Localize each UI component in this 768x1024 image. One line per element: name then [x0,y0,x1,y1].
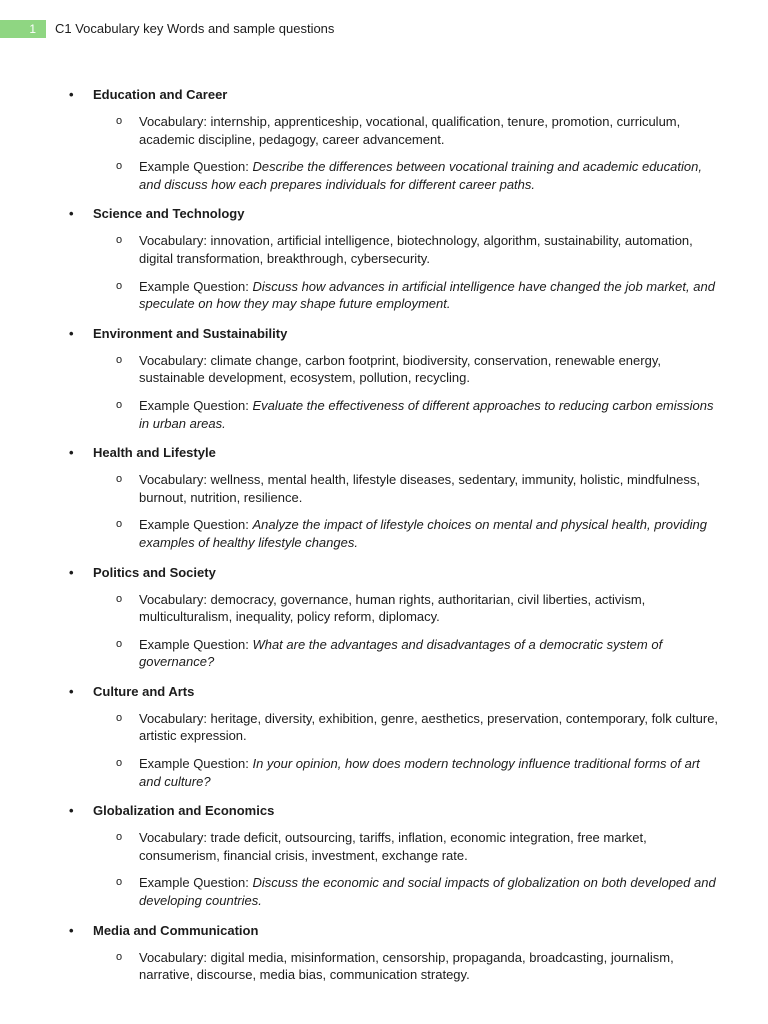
vocabulary-label: Vocabulary: [139,830,211,846]
topic-heading [0,442,768,471]
vocabulary-item [0,949,768,994]
vocabulary-text: innovation, artificial intelligence, biotechnology, algorithm, sustainability, automation, digital transformation, breakthrough, cybersecurity. [139,233,693,266]
bullet-icon: • [69,564,74,580]
example-question-item [0,397,768,442]
circle-bullet-icon: o [116,279,123,292]
page-number: 1 [0,20,46,38]
circle-bullet-icon: o [116,353,123,366]
vocabulary-text: wellness, mental health, lifestyle diseases, sedentary, immunity, holistic, mindfulness, burnout, nutrition, resilience. [139,472,700,505]
topic-heading [0,920,768,949]
bullet-icon: • [69,683,74,699]
example-question-text: Discuss how advances in artificial intelligence have changed the job market, and speculate on how they may shape future employment. [139,278,715,312]
circle-bullet-icon: o [116,115,123,127]
topic-heading [0,681,768,710]
example-question-item [0,278,768,323]
topic-details [0,113,768,203]
circle-bullet-icon: o [116,234,123,247]
circle-bullet-icon: o [116,711,123,724]
circle-bullet-icon: o [116,831,123,844]
topic-details [0,591,768,681]
example-question-text: Describe the differences between vocational training and academic education, and discuss how each prepares individuals for different career paths. [139,159,702,192]
vocabulary-text: trade deficit, outsourcing, tariffs, inflation, economic integration, free market, consumerism, financial crisis, investment, exchange rate. [139,830,647,863]
circle-bullet-icon: o [116,518,123,531]
vocabulary-item [0,352,768,397]
bullet-icon: • [69,922,74,938]
example-question-item [0,636,768,681]
example-question-label: Example Question: [139,159,253,175]
topic-item [0,800,768,919]
example-question-label: Example Question: [139,517,253,533]
example-question-text: Evaluate the effectiveness of different approaches to reducing carbon emissions in urban areas. [139,397,714,431]
vocabulary-text: democracy, governance, human rights, authoritarian, civil liberties, activism, multiculturalism, inequality, policy reform, diplomacy. [139,591,646,625]
bullet-icon: • [69,325,74,341]
example-question-text: Analyze the impact of lifestyle choices on mental and physical health, providing examples of healthy lifestyle changes. [139,517,707,550]
document-title: C1 Vocabulary key Words and sample questions [55,21,335,36]
topic-details [0,352,768,442]
vocabulary-label: Vocabulary: [139,472,211,488]
page-header [0,20,334,38]
topic-details [0,949,768,994]
example-question-text: Discuss the economic and social impacts of globalization on both developed and developing countries. [139,875,716,909]
circle-bullet-icon: o [116,160,123,173]
topic-heading-text: Globalization and Economics [93,803,275,819]
circle-bullet-icon: o [116,398,123,411]
example-question-item [0,755,768,800]
vocabulary-item [0,710,768,755]
circle-bullet-icon: o [116,473,123,486]
topic-heading-text: Politics and Society [93,564,216,580]
example-question-label: Example Question: [139,397,253,413]
example-question-item [0,516,768,561]
example-question-text: In your opinion, how does modern technology influence traditional forms of art and culture? [139,756,700,789]
circle-bullet-icon: o [116,637,123,650]
topic-item [0,562,768,681]
topic-heading-text: Science and Technology [93,206,245,222]
topic-details [0,829,768,919]
topic-heading-text: Education and Career [93,87,228,102]
bullet-icon: • [69,445,74,461]
topic-heading-text: Media and Communication [93,922,259,938]
example-question-item [0,874,768,919]
topic-heading-text: Health and Lifestyle [93,445,216,461]
topic-details [0,710,768,800]
topic-details [0,232,768,322]
topic-heading-text: Environment and Sustainability [93,325,288,341]
vocabulary-item [0,113,768,158]
topic-item [0,84,768,203]
example-question-label: Example Question: [139,756,253,772]
vocabulary-text: internship, apprenticeship, vocational, qualification, tenure, promotion, curriculum, academic discipline, pedagogy, career advancement. [139,114,681,147]
topic-item [0,323,768,442]
bullet-icon: • [69,803,74,819]
vocabulary-label: Vocabulary: [139,233,211,249]
vocabulary-label: Vocabulary: [139,949,211,965]
vocabulary-text: heritage, diversity, exhibition, genre, aesthetics, preservation, contemporary, folk culture, artistic expression. [139,710,719,744]
topic-item [0,442,768,561]
topic-item [0,920,768,994]
circle-bullet-icon: o [116,757,123,770]
vocabulary-text: climate change, carbon footprint, biodiversity, conservation, renewable energy, sustainable development, ecosystem, pollution, recycling. [139,352,661,386]
vocabulary-item [0,232,768,277]
topic-details [0,471,768,561]
example-question-text: What are the advantages and disadvantages of a democratic system of governance? [139,636,663,670]
topic-list [0,84,768,994]
circle-bullet-icon: o [116,876,123,889]
example-question-label: Example Question: [139,875,253,891]
vocabulary-item [0,591,768,636]
bullet-icon: • [69,87,74,102]
topic-heading [0,800,768,829]
vocabulary-label: Vocabulary: [139,591,211,607]
bullet-icon: • [69,206,74,222]
topic-item [0,203,768,322]
vocabulary-label: Vocabulary: [139,114,211,129]
topic-item [0,681,768,800]
circle-bullet-icon: o [116,592,123,605]
circle-bullet-icon: o [116,950,123,963]
topic-heading [0,84,768,113]
topic-heading [0,323,768,352]
example-question-item [0,158,768,203]
topic-heading [0,562,768,591]
vocabulary-label: Vocabulary: [139,710,211,726]
topic-heading-text: Culture and Arts [93,683,195,699]
vocabulary-label: Vocabulary: [139,352,211,368]
example-question-label: Example Question: [139,278,253,294]
vocabulary-item [0,471,768,516]
topic-heading [0,203,768,232]
example-question-label: Example Question: [139,636,253,652]
vocabulary-item [0,829,768,874]
vocabulary-text: digital media, misinformation, censorship, propaganda, broadcasting, journalism, narrative, discourse, media bias, communication strategy. [139,949,674,983]
